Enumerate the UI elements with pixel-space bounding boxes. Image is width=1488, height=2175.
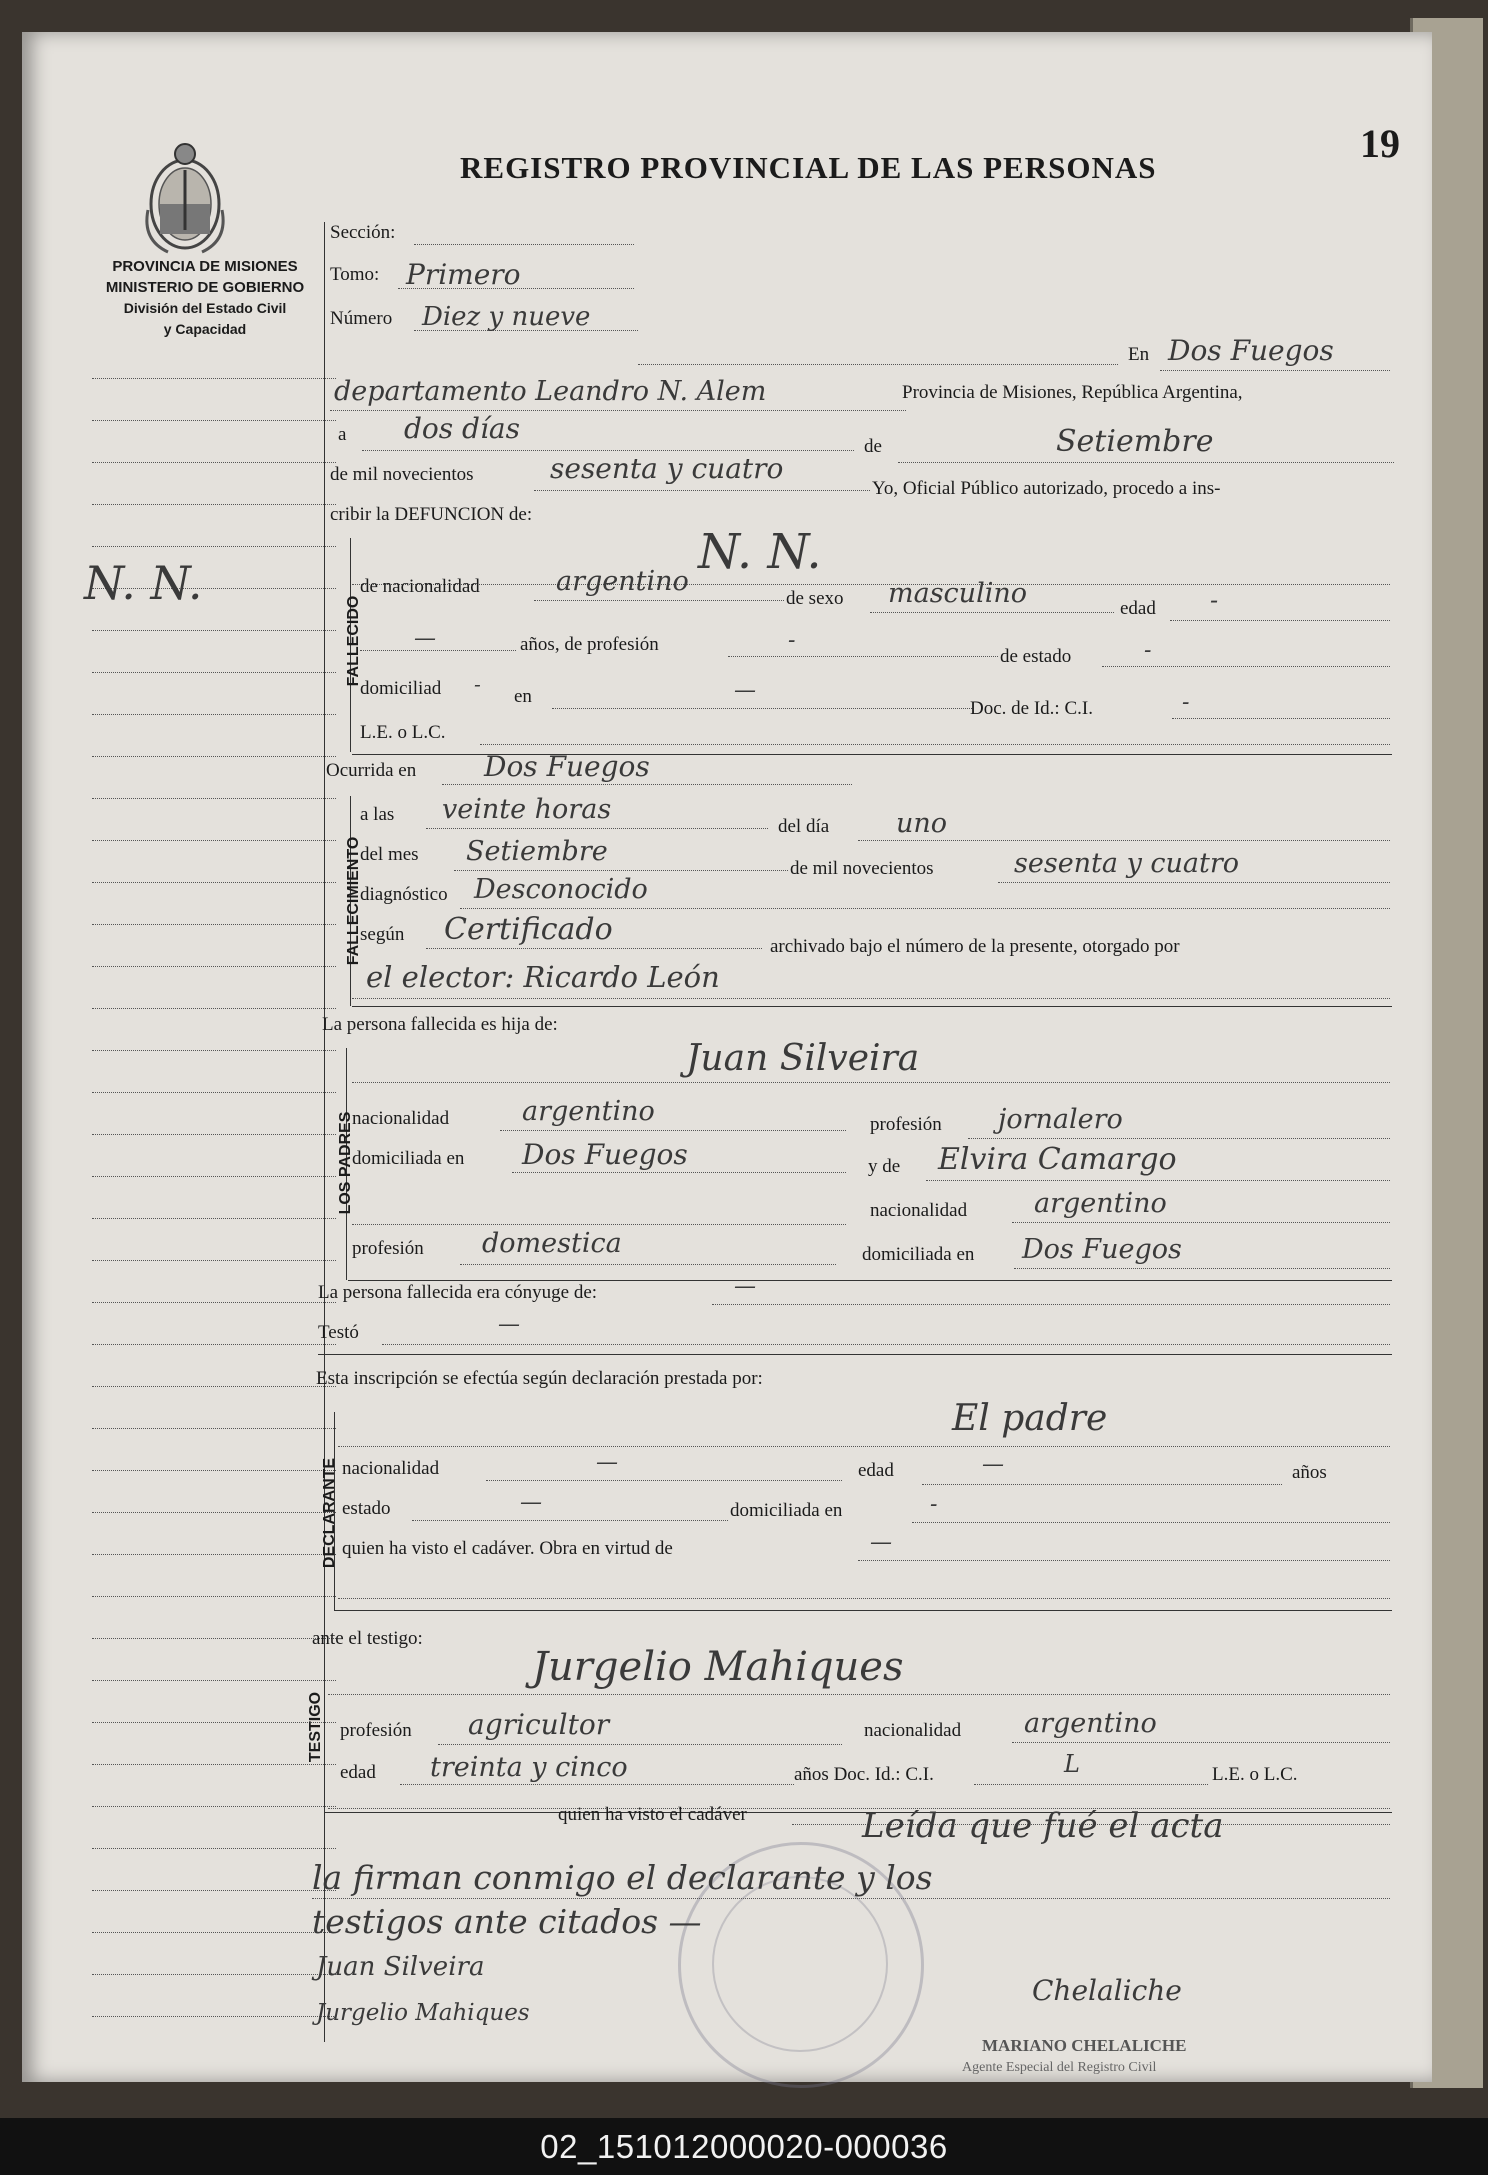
fallecido-section-label: FALLECIDO	[345, 595, 362, 687]
anio-label-2: de mil novecientos	[790, 858, 934, 879]
testigo-section-label: TESTIGO	[307, 1691, 324, 1763]
margin-rule-line	[92, 672, 336, 673]
testigo-nacionalidad-field	[1012, 1742, 1390, 1743]
fallecido-nacionalidad-field	[534, 600, 784, 601]
madre-nacionalidad-label: nacionalidad	[870, 1200, 968, 1221]
estado-field	[1102, 666, 1390, 667]
padre-profesion-label: profesión	[870, 1114, 942, 1135]
declarante-section-label: DECLARANTE	[321, 1457, 338, 1569]
agency-block	[80, 256, 330, 340]
madre-domicilio-field	[1014, 1268, 1390, 1269]
tomo-label: Tomo:	[330, 264, 380, 285]
otorgado-value: el elector: Ricardo León	[366, 960, 720, 994]
madre-profesion-value: domestica	[482, 1228, 622, 1259]
declarante-visto-field	[858, 1560, 1390, 1561]
testigo-name: Jurgelio Mahiques	[532, 1644, 904, 1690]
testigo-edad-label: edad	[340, 1762, 376, 1783]
testigo-edad-value: treinta y cinco	[430, 1752, 628, 1783]
doc-field	[1172, 718, 1390, 719]
testigo-doc-value: L	[1064, 1750, 1080, 1778]
fallecido-name: N. N.	[698, 524, 822, 580]
margin-rule-line	[92, 1806, 336, 1807]
numero-label: Número	[330, 308, 393, 329]
coat-of-arms-icon	[138, 140, 232, 258]
testigo-nacionalidad-value: argentino	[1024, 1708, 1157, 1739]
conyuge-field	[712, 1304, 1390, 1305]
seal-title: Agente Especial del Registro Civil	[962, 2060, 1157, 2075]
seccion-label: Sección:	[330, 222, 396, 243]
ocurrida-value: Dos Fuegos	[484, 750, 650, 783]
mes-field-2	[454, 870, 788, 871]
padre-nacionalidad-value: argentino	[522, 1096, 655, 1127]
closing-line-2: la firman conmigo el declarante y los	[312, 1858, 933, 1897]
closing-line-2-field	[312, 1898, 1390, 1899]
numero-value: Diez y nueve	[422, 302, 591, 332]
declarante-nacionalidad-value: —	[596, 1450, 618, 1475]
profesion-field	[728, 656, 998, 657]
padres-rule	[348, 1280, 1392, 1281]
diagnostico-field	[460, 908, 1390, 909]
edad-value: -	[1210, 586, 1219, 614]
mes-field	[898, 462, 1394, 463]
margin-rule-line	[92, 840, 336, 841]
profesion-value: -	[788, 628, 796, 653]
testigo-edad-field	[400, 1784, 794, 1785]
domicilio-field	[552, 708, 972, 709]
archivado-text: archivado bajo el número de la presente, otorgado por	[770, 936, 1180, 957]
dia-field	[362, 450, 854, 451]
domicilio-label: domiciliad	[360, 678, 442, 699]
fallecimiento-section-label: FALLECIMIENTO	[345, 836, 362, 966]
madre-profesion-label: profesión	[352, 1238, 424, 1259]
edad-label: edad	[1120, 598, 1156, 619]
margin-rule-line	[92, 714, 336, 715]
declarante-domiciliada-field	[912, 1522, 1390, 1523]
closing-line-1: Leída que fué el acta	[862, 1806, 1224, 1846]
margin-rule-line	[92, 1932, 336, 1933]
mes-value: Setiembre	[1056, 424, 1214, 459]
anio-value: sesenta y cuatro	[550, 452, 784, 485]
margin-rule-line	[92, 462, 336, 463]
en-label: En	[1128, 344, 1150, 365]
inscribir-text: cribir la DEFUNCION de:	[330, 504, 533, 525]
testo-rule	[318, 1354, 1392, 1355]
estado-label: de estado	[1000, 646, 1072, 667]
agency-line-capacidad: y Capacidad	[163, 321, 247, 337]
padres-section-label: LOS PADRES	[337, 1111, 354, 1215]
margin-rule-line	[92, 1512, 336, 1513]
tomo-value: Primero	[406, 258, 521, 291]
testigo-profesion-label: profesión	[340, 1720, 412, 1741]
declarante-estado-value: —	[520, 1490, 542, 1515]
declarante-name-field	[338, 1446, 1390, 1447]
dia-value-2: uno	[896, 808, 948, 839]
margin-rule-line	[92, 420, 336, 421]
margin-rule-line	[92, 2016, 336, 2017]
padre-domicilio-value: Dos Fuegos	[522, 1138, 688, 1171]
margin-rule-line	[92, 1344, 336, 1345]
padre-nacionalidad-label: nacionalidad	[352, 1108, 450, 1129]
declarante-domiciliada-label: domiciliada en	[730, 1500, 843, 1521]
declarante-edad-field	[922, 1484, 1282, 1485]
margin-rule-line	[92, 924, 336, 925]
padre-name: Juan Silveira	[686, 1038, 920, 1079]
margin-rule-line	[92, 1050, 336, 1051]
margin-rule-line	[92, 1722, 336, 1723]
madre-name: Elvira Camargo	[938, 1142, 1177, 1177]
a-label: a	[338, 424, 347, 445]
hora-field	[426, 828, 768, 829]
de-label: de	[864, 436, 882, 457]
margin-name: N. N.	[84, 556, 203, 610]
testigo-profesion-value: agricultor	[468, 1708, 610, 1741]
en-value: Dos Fuegos	[1168, 334, 1334, 367]
conyuge-value: —	[734, 1274, 756, 1299]
seal-name: MARIANO CHELALICHE	[982, 2036, 1187, 2055]
testigo-name-field	[328, 1694, 1390, 1695]
image-id-label: 02_151012000020-000036	[540, 2128, 948, 2165]
testigo-visto-label: quien ha visto el cadáver	[558, 1804, 747, 1825]
y-de-label: y de	[868, 1156, 901, 1177]
estado-value: -	[1144, 638, 1152, 663]
madre-domiciliada-label: domiciliada en	[862, 1244, 975, 1265]
dia-field-2	[858, 840, 1390, 841]
doc-value: -	[1182, 690, 1190, 715]
declarante-estado-field	[412, 1520, 728, 1521]
margin-rule-line	[92, 1974, 336, 1975]
declarante-nacionalidad-field	[486, 1480, 842, 1481]
anio-field-2	[998, 882, 1390, 883]
margin-rule-line	[92, 798, 336, 799]
margin-rule-line	[92, 1638, 336, 1639]
mil-label: de mil novecientos	[330, 464, 474, 485]
margin-rule-line	[92, 1596, 336, 1597]
footer-bar	[0, 2118, 1488, 2175]
declarante-rule	[334, 1610, 1392, 1611]
anio-value-2: sesenta y cuatro	[1014, 848, 1240, 879]
departamento-field	[330, 410, 906, 411]
declarante-estado-label: estado	[342, 1498, 391, 1519]
departamento-value: departamento Leandro N. Alem	[334, 376, 767, 407]
le-label: L.E. o L.C.	[360, 722, 446, 743]
en-field	[1160, 370, 1390, 371]
hora-value: veinte horas	[442, 794, 612, 825]
domicilio-en-label: en	[514, 686, 532, 707]
provincia-text: Provincia de Misiones, República Argentina,	[902, 382, 1243, 403]
mes-value-2: Setiembre	[466, 836, 608, 867]
margin-rule-line	[92, 630, 336, 631]
testigo-le-label: L.E. o L.C.	[1212, 1764, 1298, 1785]
margin-rule-line	[92, 1260, 336, 1261]
declarante-intro: Esta inscripción se efectúa según declaración prestada por:	[316, 1368, 763, 1389]
signature-testigo: Jurgelio Mahiques	[316, 2000, 530, 2026]
register-page	[22, 32, 1432, 2082]
madre-nacionalidad-value: argentino	[1034, 1188, 1167, 1219]
signature-declarante: Juan Silveira	[316, 1952, 485, 1982]
declarante-name: El padre	[952, 1398, 1108, 1439]
ocurrida-field	[442, 784, 852, 785]
testigo-doc-field	[974, 1784, 1208, 1785]
padre-extra-field	[352, 1224, 846, 1225]
fallecido-nacionalidad-value: argentino	[556, 566, 689, 597]
testigo-nacionalidad-label: nacionalidad	[864, 1720, 962, 1741]
conyuge-label: La persona fallecida era cónyuge de:	[318, 1282, 598, 1303]
hija-text: La persona fallecida es hija de:	[322, 1014, 558, 1035]
margin-rule-line	[92, 1428, 336, 1429]
fallecido-nacionalidad-label: de nacionalidad	[360, 576, 480, 597]
signature-oficial: Chelaliche	[1032, 1974, 1182, 2007]
madre-nacionalidad-field	[1012, 1222, 1390, 1223]
margin-rule-line	[92, 1176, 336, 1177]
margin-rule-line	[92, 1218, 336, 1219]
margin-rule-line	[92, 1302, 336, 1303]
doc-label: Doc. de Id.: C.I.	[970, 698, 1093, 719]
declarante-edad-label: edad	[858, 1460, 894, 1481]
declarante-anios-label: años	[1292, 1462, 1327, 1483]
padre-profesion-value: jornalero	[998, 1104, 1123, 1135]
declarante-nacionalidad-label: nacionalidad	[342, 1458, 440, 1479]
margin-rule-line	[92, 882, 336, 883]
margin-rule-line	[92, 1134, 336, 1135]
madre-domicilio-value: Dos Fuegos	[1022, 1234, 1182, 1265]
agency-line-division: División del Estado Civil	[123, 300, 287, 316]
domicilio-en-value: —	[734, 678, 756, 703]
mes-label: del mes	[360, 844, 419, 865]
padre-domiciliada-label: domiciliada en	[352, 1148, 465, 1169]
testigo-profesion-field	[438, 1744, 842, 1745]
official-seal-inner	[712, 1876, 888, 2052]
margin-rule-line	[92, 504, 336, 505]
margin-rule-line	[92, 1890, 336, 1891]
seccion-field	[414, 244, 634, 245]
testo-value: —	[498, 1312, 520, 1337]
margin-rule-line	[92, 1848, 336, 1849]
hora-label: a las	[360, 804, 395, 825]
margin-rule-line	[92, 378, 336, 379]
segun-label: según	[360, 924, 405, 945]
diagnostico-label: diagnóstico	[360, 884, 448, 905]
anio-field	[534, 490, 870, 491]
numero-cont-field	[638, 364, 1118, 365]
margin-rule-line	[92, 1764, 336, 1765]
margin-rule-line	[92, 1680, 336, 1681]
oficial-text: Yo, Oficial Público autorizado, procedo a ins-	[872, 478, 1221, 499]
fallecimiento-rule	[352, 1006, 1392, 1007]
padre-domicilio-field	[512, 1172, 846, 1173]
padre-name-field	[352, 1082, 1390, 1083]
declarante-extra-field	[338, 1598, 1390, 1599]
ante-testigo-label: ante el testigo:	[312, 1628, 423, 1649]
margin-rule-line	[92, 1554, 336, 1555]
padre-nacionalidad-field	[500, 1130, 846, 1131]
margin-rule-line	[92, 1092, 336, 1093]
page-number: 19	[1360, 121, 1400, 166]
declarante-edad-value: —	[982, 1452, 1004, 1477]
testo-field	[382, 1344, 1390, 1345]
sexo-value: masculino	[888, 578, 1027, 609]
margin-rule-line	[92, 1470, 336, 1471]
testigo-rule	[324, 1812, 1392, 1813]
margin-rule-line	[92, 756, 336, 757]
madre-profesion-field	[460, 1264, 836, 1265]
dia-value: dos días	[404, 412, 520, 445]
ocurrida-label: Ocurrida en	[326, 760, 417, 781]
anios-field	[360, 650, 516, 651]
margin-rule-line	[92, 546, 336, 547]
dia-label: del día	[778, 816, 830, 837]
agency-line-province: PROVINCIA DE MISIONES	[112, 258, 298, 275]
segun-field	[426, 948, 762, 949]
declarante-visto-label: quien ha visto el cadáver. Obra en virtud de	[342, 1538, 673, 1559]
domicilio-value: -	[474, 672, 481, 696]
page-title: REGISTRO PROVINCIAL DE LAS PERSONAS	[460, 150, 1157, 185]
otorgado-field	[352, 998, 1390, 999]
le-field	[480, 744, 1390, 745]
declarante-visto-value: —	[870, 1530, 892, 1555]
testigo-extra-field	[328, 1808, 1390, 1809]
closing-line-3: testigos ante citados —	[312, 1902, 702, 1941]
segun-value: Certificado	[444, 912, 613, 947]
margin-rule-line	[92, 1386, 336, 1387]
fallecido-name-field	[352, 584, 1390, 585]
testo-label: Testó	[318, 1322, 359, 1343]
agency-line-ministry: MINISTERIO DE GOBIERNO	[105, 279, 305, 296]
madre-name-field	[926, 1180, 1390, 1181]
anios-label: años, de profesión	[520, 634, 659, 655]
diagnostico-value: Desconocido	[474, 874, 648, 905]
sexo-field	[870, 612, 1114, 613]
margin-rule-line	[92, 1008, 336, 1009]
declarante-domiciliada-value: -	[930, 1492, 938, 1517]
padre-profesion-field	[968, 1138, 1390, 1139]
anios-value: —	[414, 626, 436, 651]
edad-field	[1170, 620, 1390, 621]
margin-rule-line	[92, 966, 336, 967]
testigo-doc-label: años Doc. Id.: C.I.	[794, 1764, 934, 1785]
sexo-label: de sexo	[786, 588, 844, 609]
